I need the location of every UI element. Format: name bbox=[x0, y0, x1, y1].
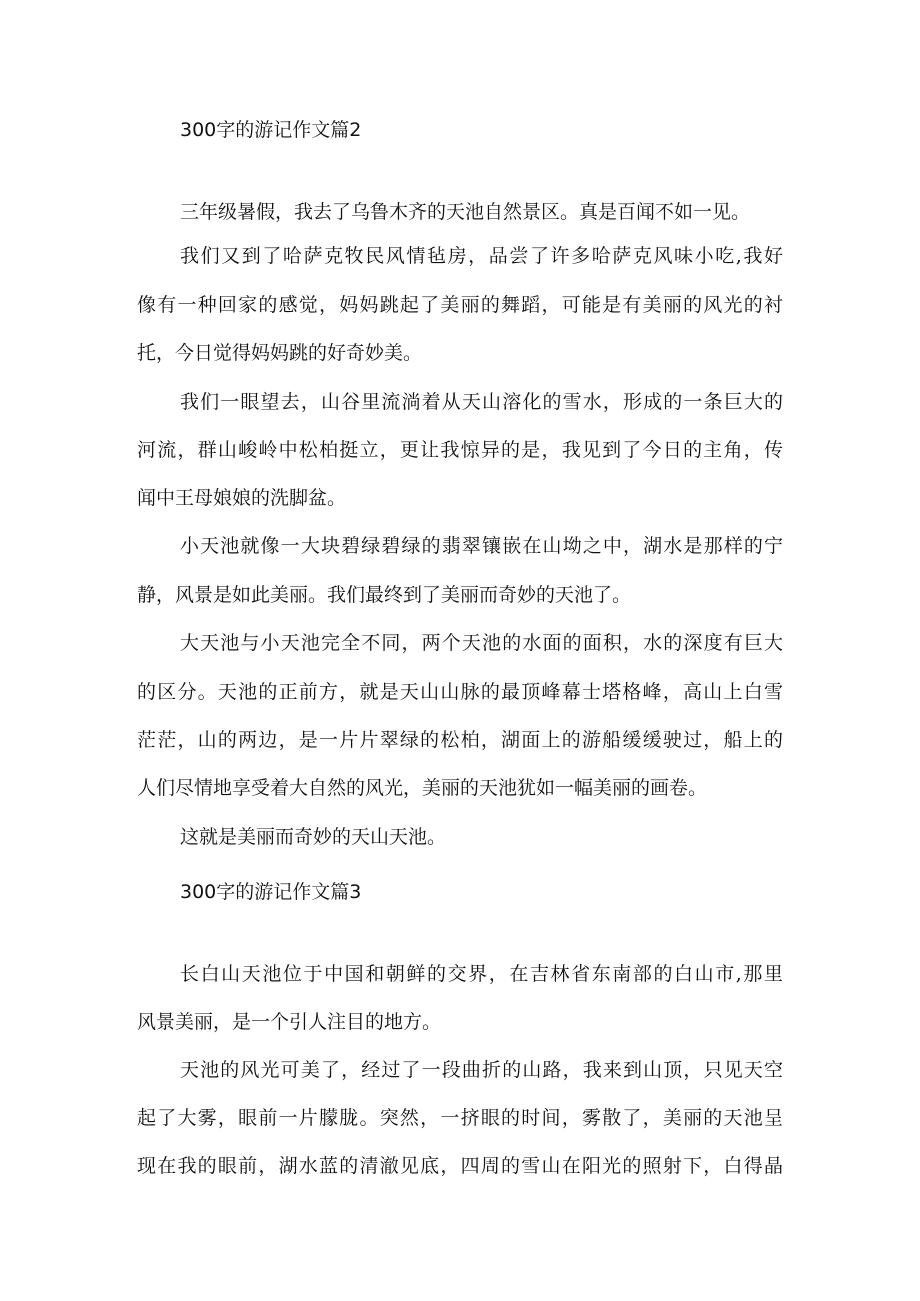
s2-p3-line-2: 河流，群山峻岭中松柏挺立，更让我惊异的是，我见到了今日的主角，传 bbox=[137, 439, 783, 461]
s2-p3-line-3: 闻中王母娘娘的洗脚盆。 bbox=[137, 487, 347, 509]
s3-p2-line-1: 天池的风光可美了，经过了一段曲折的山路，我来到山顶，只见天空 bbox=[180, 1059, 783, 1081]
s2-p4-line-2: 静，风景是如此美丽。我们最终到了美丽而奇妙的天池了。 bbox=[137, 584, 632, 606]
s2-p5-line-2: 的区分。天池的正前方，就是天山山脉的最顶峰幕士塔格峰，高山上白雪 bbox=[137, 681, 783, 703]
s3-p1-line-2: 风景美丽，是一个引人注目的地方。 bbox=[137, 1011, 442, 1033]
s2-p2-line-2: 像有一种回家的感觉，妈妈跳起了美丽的舞蹈，可能是有美丽的风光的衬 bbox=[137, 294, 783, 316]
s2-p5-line-3: 茫茫，山的两边，是一片片翠绿的松柏，湖面上的游船缓缓驶过，船上的 bbox=[137, 729, 783, 751]
s3-p2-line-2: 起了大雾，眼前一片朦胧。突然，一挤眼的时间，雾散了，美丽的天池呈 bbox=[137, 1107, 783, 1129]
section-3-heading: 300字的游记作文篇3 bbox=[180, 881, 362, 903]
s2-p1-line-1: 三年级暑假，我去了乌鲁木齐的天池自然景区。真是百闻不如一见。 bbox=[180, 201, 751, 223]
s2-p4-line-1: 小天池就像一大块碧绿碧绿的翡翠镶嵌在山坳之中，湖水是那样的宁 bbox=[180, 535, 783, 557]
s2-p2-line-3: 托，今日觉得妈妈跳的好奇妙美。 bbox=[137, 342, 423, 364]
s2-p5-line-4: 人们尽情地享受着大自然的风光，美丽的天池犹如一幅美丽的画卷。 bbox=[137, 777, 708, 799]
s3-p1-line-1: 长白山天池位于中国和朝鲜的交界，在吉林省东南部的白山市,那里 bbox=[180, 963, 783, 985]
s3-p2-line-3: 现在我的眼前，湖水蓝的清澈见底，四周的雪山在阳光的照射下，白得晶 bbox=[137, 1155, 783, 1177]
s2-p3-line-1: 我们一眼望去，山谷里流淌着从天山溶化的雪水，形成的一条巨大的 bbox=[180, 391, 783, 413]
s2-p5-line-1: 大天池与小天池完全不同，两个天池的水面的面积，水的深度有巨大 bbox=[180, 632, 783, 654]
section-2-heading: 300字的游记作文篇2 bbox=[180, 119, 362, 141]
s2-p2-line-1: 我们又到了哈萨克牧民风情毡房，品尝了许多哈萨克风味小吃,我好 bbox=[180, 245, 783, 267]
s2-p6-line-1: 这就是美丽而奇妙的天山天池。 bbox=[180, 826, 447, 848]
